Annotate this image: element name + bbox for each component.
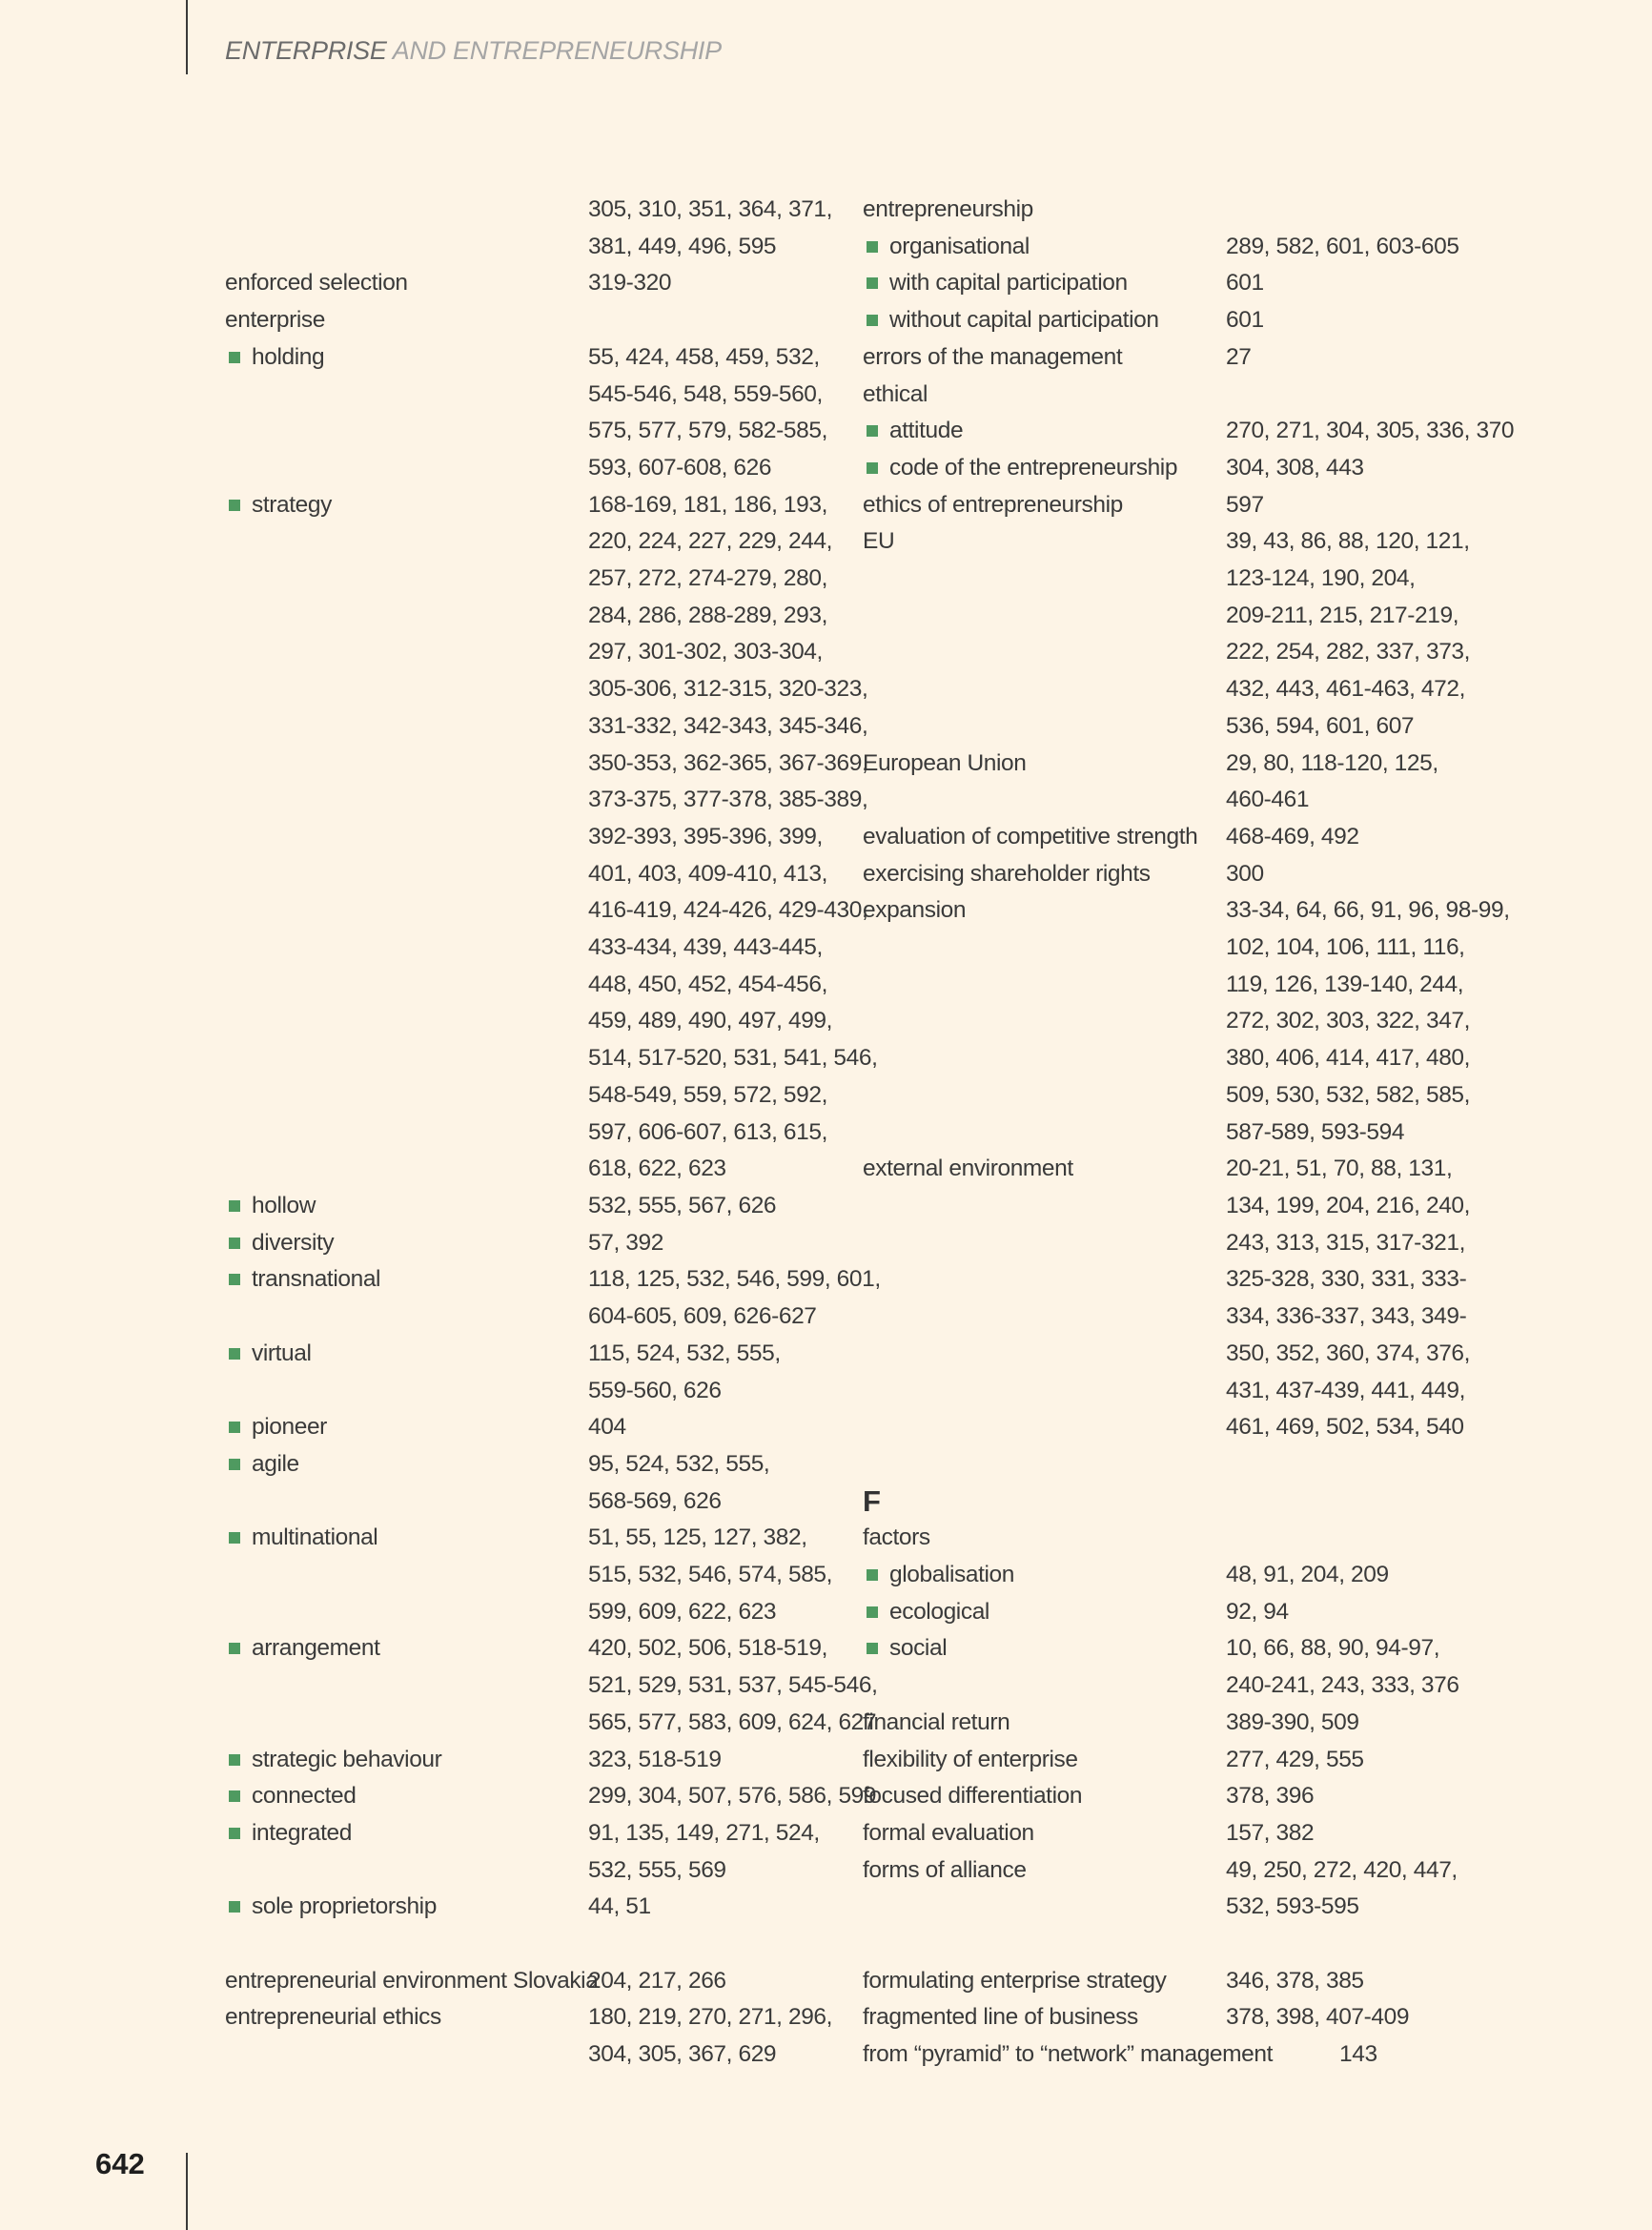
index-subentry: [863, 1557, 1473, 1594]
index-term: without capital participation: [863, 302, 1159, 339]
index-term: European Union: [863, 749, 1027, 776]
index-term: expansion: [863, 897, 967, 924]
index-subentry: [863, 229, 1473, 266]
page-reference-line: 593, 607-608, 626: [588, 454, 772, 481]
page-reference-line: 243, 313, 315, 317-321,: [1226, 1229, 1465, 1256]
index-term: ethics of entrepreneurship: [863, 491, 1123, 518]
page-reference-line: 20-21, 51, 70, 88, 131,: [1226, 1156, 1453, 1182]
index-entry: [863, 856, 1473, 893]
page-references: [1226, 487, 1473, 524]
index-entry: [225, 302, 854, 339]
page-references: [1226, 413, 1515, 450]
page-reference-line: 565, 577, 583, 609, 624, 627: [588, 1708, 877, 1735]
page-reference-line: 401, 403, 409-410, 413,: [588, 860, 827, 887]
index-entry: [863, 1151, 1473, 1446]
index-subentry: [225, 1409, 854, 1446]
page-reference-line: 468-469, 492: [1226, 823, 1359, 849]
page-reference-line: 334, 336-337, 343, 349-: [1226, 1303, 1467, 1330]
page-reference-line: 319-320: [588, 270, 672, 297]
page-references: [1226, 339, 1473, 377]
index-entry: [225, 192, 854, 265]
page-reference-line: 204, 217, 266: [588, 1967, 726, 1994]
page-references: [588, 1446, 854, 1520]
page-reference-line: 433-434, 439, 443-445,: [588, 934, 823, 961]
page-reference-line: 289, 582, 601, 603-605: [1226, 233, 1459, 259]
index-term: fragmented line of business: [863, 2004, 1138, 2031]
index-subentry: [225, 487, 878, 1188]
index-entry: [863, 1999, 1473, 2036]
page-reference-line: 420, 502, 506, 518-519,: [588, 1635, 827, 1662]
index-term: code of the entrepreneurship: [863, 450, 1177, 487]
index-entry: [863, 192, 1473, 229]
page-reference-line: 48, 91, 204, 209: [1226, 1562, 1389, 1587]
page-reference-line: 431, 437-439, 441, 449,: [1226, 1377, 1465, 1403]
index-entry: [863, 1852, 1473, 1926]
page-reference-line: 209-211, 215, 217-219,: [1226, 602, 1459, 628]
index-subentry: [225, 1446, 854, 1520]
page-references: [1226, 1594, 1473, 1631]
page-references: [1226, 265, 1473, 302]
page-reference-line: 575, 577, 579, 582-585,: [588, 418, 827, 444]
index-term: holding: [225, 339, 324, 377]
page-references: [588, 1188, 854, 1225]
page-references: [1226, 892, 1510, 1151]
index-subentry: [225, 1225, 854, 1262]
page-reference-line: 599, 609, 622, 623: [588, 1598, 777, 1625]
page-reference-line: 304, 308, 443: [1226, 454, 1364, 481]
page-references: [1226, 302, 1473, 339]
page-reference-line: 220, 224, 227, 229, 244,: [588, 528, 833, 555]
index-entry: [863, 819, 1473, 856]
index-term: integrated: [225, 1815, 352, 1852]
page-reference-line: 257, 272, 274-279, 280,: [588, 565, 827, 592]
index-term: exercising shareholder rights: [863, 860, 1151, 887]
page-number: 642: [95, 2147, 145, 2180]
page-references: [1226, 1520, 1473, 1557]
page-references: [588, 1815, 854, 1889]
page-reference-line: 272, 302, 303, 322, 347,: [1226, 1008, 1471, 1034]
index-entry: [863, 487, 1473, 524]
index-subentry: [863, 413, 1515, 450]
index-entry: [225, 1999, 854, 2073]
page-references: [1226, 1999, 1473, 2036]
page-reference-line: 380, 406, 414, 417, 480,: [1226, 1045, 1471, 1072]
page-reference-line: 536, 594, 601, 607: [1226, 712, 1415, 739]
page-reference-line: 568-569, 626: [588, 1487, 722, 1514]
page-reference-line: 432, 443, 461-463, 472,: [1226, 676, 1465, 703]
page-references: [1226, 1778, 1473, 1815]
index-column-right: [863, 192, 1515, 2074]
page-references: [1226, 1963, 1473, 2000]
index-term: agile: [225, 1446, 299, 1483]
index-subentry: [225, 1188, 854, 1225]
index-subentry: [225, 1261, 881, 1335]
index-term: financial return: [863, 1708, 1010, 1735]
page-reference-line: 515, 532, 546, 574, 585,: [588, 1562, 833, 1588]
page-reference-line: 381, 449, 496, 595: [588, 233, 777, 259]
index-entry: [863, 2036, 1473, 2074]
page-references: [1339, 2036, 1473, 2074]
page-references: [1226, 1742, 1473, 1779]
page-reference-line: 180, 219, 270, 271, 296,: [588, 2004, 833, 2031]
blank-line: [863, 1446, 1473, 1483]
page-reference-line: 601: [1226, 307, 1264, 334]
index-term: connected: [225, 1778, 356, 1815]
page-reference-line: 115, 524, 532, 555,: [588, 1340, 781, 1366]
page-reference-line: 134, 199, 204, 216, 240,: [1226, 1192, 1471, 1218]
page-reference-line: 168-169, 181, 186, 193,: [588, 491, 827, 518]
index-term: focused differentiation: [863, 1783, 1083, 1810]
index-term: ethical: [863, 380, 928, 407]
index-subentry: [863, 450, 1473, 487]
page-references: [588, 487, 878, 1188]
page-reference-line: 346, 378, 385: [1226, 1967, 1364, 1994]
page-references: [588, 1336, 854, 1409]
index-term: external environment: [863, 1156, 1073, 1182]
index-entry: [863, 523, 1473, 745]
page-reference-line: 304, 305, 367, 629: [588, 2041, 777, 2068]
index-term: globalisation: [863, 1557, 1014, 1594]
page-reference-line: 597: [1226, 491, 1264, 518]
page-reference-line: 545-546, 548, 559-560,: [588, 380, 823, 407]
page-references: [1226, 229, 1473, 266]
page-reference-line: 350-353, 362-365, 367-369,: [588, 749, 868, 776]
index-entry: [863, 746, 1473, 819]
index-term: social: [863, 1630, 947, 1667]
page-reference-line: 33-34, 64, 66, 91, 96, 98-99,: [1226, 897, 1510, 924]
index-column-left: [225, 192, 881, 2074]
page-reference-line: 123-124, 190, 204,: [1226, 565, 1416, 592]
index-subentry: [225, 1520, 854, 1630]
index-term: strategic behaviour: [225, 1742, 441, 1779]
page-reference-line: 119, 126, 139-140, 244,: [1226, 971, 1464, 997]
page-reference-line: 29, 80, 118-120, 125,: [1226, 749, 1438, 776]
page-reference-line: 55, 424, 458, 459, 532,: [588, 343, 820, 370]
top-rule: [186, 0, 188, 74]
page-reference-line: 587-589, 593-594: [1226, 1118, 1405, 1145]
page-reference-line: 39, 43, 86, 88, 120, 121,: [1226, 528, 1470, 555]
page-reference-line: 404: [588, 1414, 626, 1441]
page-references: [1226, 1852, 1473, 1926]
index-term: enforced selection: [225, 270, 408, 297]
page-reference-line: 331-332, 342-343, 345-346,: [588, 712, 868, 739]
page-reference-line: 559-560, 626: [588, 1377, 722, 1403]
index-subentry: [863, 265, 1473, 302]
index-subentry: [225, 1742, 854, 1779]
page-reference-line: 240-241, 243, 333, 376: [1226, 1672, 1459, 1699]
page-references: [1226, 192, 1473, 229]
index-entry: [863, 377, 1473, 414]
index-entry: [863, 1778, 1473, 1815]
page-reference-line: 51, 55, 125, 127, 382,: [588, 1524, 807, 1551]
page-reference-line: 514, 517-520, 531, 541, 546,: [588, 1045, 878, 1072]
index-entry: [863, 1815, 1473, 1852]
page-reference-line: 521, 529, 531, 537, 545-546,: [588, 1672, 878, 1699]
index-term: enterprise: [225, 307, 325, 334]
index-subentry: [225, 1778, 877, 1815]
index-term: from “pyramid” to “network” management: [863, 2041, 1274, 2068]
page-reference-line: 270, 271, 304, 305, 336, 370: [1226, 418, 1515, 444]
page-references: [1226, 819, 1473, 856]
index-term: strategy: [225, 487, 332, 524]
page-references: [1226, 1815, 1473, 1852]
index-term: forms of alliance: [863, 1856, 1027, 1883]
index-term: formal evaluation: [863, 1819, 1034, 1846]
page-reference-line: 10, 66, 88, 90, 94-97,: [1226, 1635, 1440, 1662]
page-references: [1226, 1151, 1473, 1446]
page-reference-line: 461, 469, 502, 534, 540: [1226, 1414, 1464, 1441]
page-reference-line: 91, 135, 149, 271, 524,: [588, 1819, 820, 1846]
index-entry: [863, 339, 1473, 377]
page-references: [588, 1889, 854, 1926]
index-term: diversity: [225, 1225, 334, 1262]
page-references: [588, 1409, 854, 1446]
bottom-rule: [186, 2153, 188, 2230]
page-reference-line: 548-549, 559, 572, 592,: [588, 1081, 827, 1108]
page-reference-line: 284, 286, 288-289, 293,: [588, 602, 827, 628]
index-term: evaluation of competitive strength: [863, 823, 1198, 849]
page-reference-line: 297, 301-302, 303-304,: [588, 639, 823, 665]
page-reference-line: 277, 429, 555: [1226, 1746, 1364, 1772]
page-references: [1226, 523, 1473, 745]
page-reference-line: 157, 382: [1226, 1819, 1315, 1846]
page-reference-line: 532, 555, 569: [588, 1856, 726, 1883]
page-reference-line: 459, 489, 490, 497, 499,: [588, 1008, 833, 1034]
page-reference-line: 373-375, 377-378, 385-389,: [588, 787, 868, 813]
page-reference-line: 118, 125, 532, 546, 599, 601,: [588, 1266, 881, 1293]
index-entry: [863, 1742, 1473, 1779]
page-references: [1226, 377, 1473, 414]
page-reference-line: 416-419, 424-426, 429-430,: [588, 897, 868, 924]
page-reference-line: 95, 524, 532, 555,: [588, 1450, 770, 1477]
page-reference-line: 305, 310, 351, 364, 371,: [588, 196, 833, 222]
index-term: errors of the management: [863, 343, 1123, 370]
letter-heading: F: [863, 1483, 881, 1518]
running-head-sub: AND ENTREPRENEURSHIP: [392, 36, 722, 65]
index-entry: [863, 1705, 1473, 1742]
page-references: [1226, 1557, 1473, 1594]
page-references: [1226, 856, 1473, 893]
page-reference-line: 618, 622, 623: [588, 1156, 726, 1182]
page-reference-line: 27: [1226, 343, 1252, 370]
page-references: [1226, 450, 1473, 487]
index-term: factors: [863, 1524, 930, 1551]
page-references: [588, 1742, 854, 1779]
page-reference-line: 350, 352, 360, 374, 376,: [1226, 1340, 1471, 1366]
page-reference-line: 604-605, 609, 626-627: [588, 1303, 817, 1330]
index-subentry: [863, 302, 1473, 339]
page-references: [588, 1630, 878, 1741]
blank-line: [863, 1926, 1473, 1963]
index-term: organisational: [863, 229, 1030, 266]
page-references: [588, 1225, 854, 1262]
index-term: EU: [863, 528, 895, 555]
page-reference-line: 509, 530, 532, 582, 585,: [1226, 1081, 1471, 1108]
page-reference-line: 44, 51: [588, 1893, 651, 1920]
page-reference-line: 305-306, 312-315, 320-323,: [588, 676, 868, 703]
index-term: pioneer: [225, 1409, 327, 1446]
index-term: multinational: [225, 1520, 377, 1557]
index-term: entrepreneurial environment Slovakia: [225, 1967, 599, 1994]
blank-line: [225, 1926, 854, 1963]
page-reference-line: 460-461: [1226, 787, 1310, 813]
page-references: [588, 1999, 854, 2073]
index-subentry: [225, 1630, 878, 1741]
page-reference-line: 92, 94: [1226, 1598, 1289, 1625]
index-term: virtual: [225, 1336, 312, 1373]
index-term: entrepreneurial ethics: [225, 2004, 441, 2031]
index-term: sole proprietorship: [225, 1889, 437, 1926]
page-reference-line: 378, 396: [1226, 1783, 1315, 1810]
page-reference-line: 57, 392: [588, 1229, 663, 1256]
page-references: [588, 1520, 854, 1630]
page-reference-line: 532, 555, 567, 626: [588, 1192, 777, 1218]
running-head-main: ENTERPRISE: [225, 36, 387, 65]
page-reference-line: 102, 104, 106, 111, 116,: [1226, 934, 1465, 961]
page-reference-line: 392-393, 395-396, 399,: [588, 823, 823, 849]
page-reference-line: 532, 593-595: [1226, 1893, 1359, 1920]
page-references: [588, 339, 854, 487]
index-term: arrangement: [225, 1630, 380, 1667]
page-references: [588, 265, 854, 302]
page-reference-line: 299, 304, 507, 576, 586, 599: [588, 1783, 877, 1810]
index-term: transnational: [225, 1261, 380, 1299]
index-term: hollow: [225, 1188, 316, 1225]
page-reference-line: 325-328, 330, 331, 333-: [1226, 1266, 1467, 1293]
index-entry: [863, 1963, 1473, 2000]
page-reference-line: 323, 518-519: [588, 1746, 722, 1772]
page-reference-line: 222, 254, 282, 337, 373,: [1226, 639, 1471, 665]
index-subentry: [225, 1336, 854, 1409]
index-term: attitude: [863, 413, 963, 450]
index-entry: [863, 892, 1510, 1151]
page-reference-line: 601: [1226, 270, 1264, 297]
page-reference-line: 597, 606-607, 613, 615,: [588, 1118, 827, 1145]
index-term: ecological: [863, 1594, 989, 1631]
index-entry: [225, 1963, 854, 2000]
running-head: [225, 36, 722, 66]
index-subentry: [225, 1815, 854, 1889]
page-references: [588, 192, 854, 265]
index-term: flexibility of enterprise: [863, 1746, 1078, 1772]
index-term: formulating enterprise strategy: [863, 1967, 1167, 1994]
page-reference-line: 49, 250, 272, 420, 447,: [1226, 1856, 1458, 1883]
page-references: [588, 1963, 854, 2000]
page-reference-line: 378, 398, 407-409: [1226, 2004, 1410, 2031]
page-references: [588, 1261, 881, 1335]
page-reference-line: 389-390, 509: [1226, 1708, 1359, 1735]
page-references: [588, 1778, 877, 1815]
index-subentry: [863, 1630, 1473, 1704]
index-term: entrepreneurship: [863, 196, 1033, 222]
page-references: [1226, 746, 1473, 819]
index-subentry: [863, 1594, 1473, 1631]
index-subentry: [225, 1889, 854, 1926]
page-reference-line: 448, 450, 452, 454-456,: [588, 971, 827, 997]
index-subentry: [225, 339, 854, 487]
page-references: [1226, 1630, 1473, 1704]
page-reference-line: 300: [1226, 860, 1264, 887]
index-term: with capital participation: [863, 265, 1128, 302]
page-references: [588, 302, 854, 339]
page-reference-line: 143: [1339, 2041, 1377, 2068]
page-references: [1226, 1705, 1473, 1742]
index-entry: [225, 265, 854, 302]
index-entry: [863, 1520, 1473, 1557]
